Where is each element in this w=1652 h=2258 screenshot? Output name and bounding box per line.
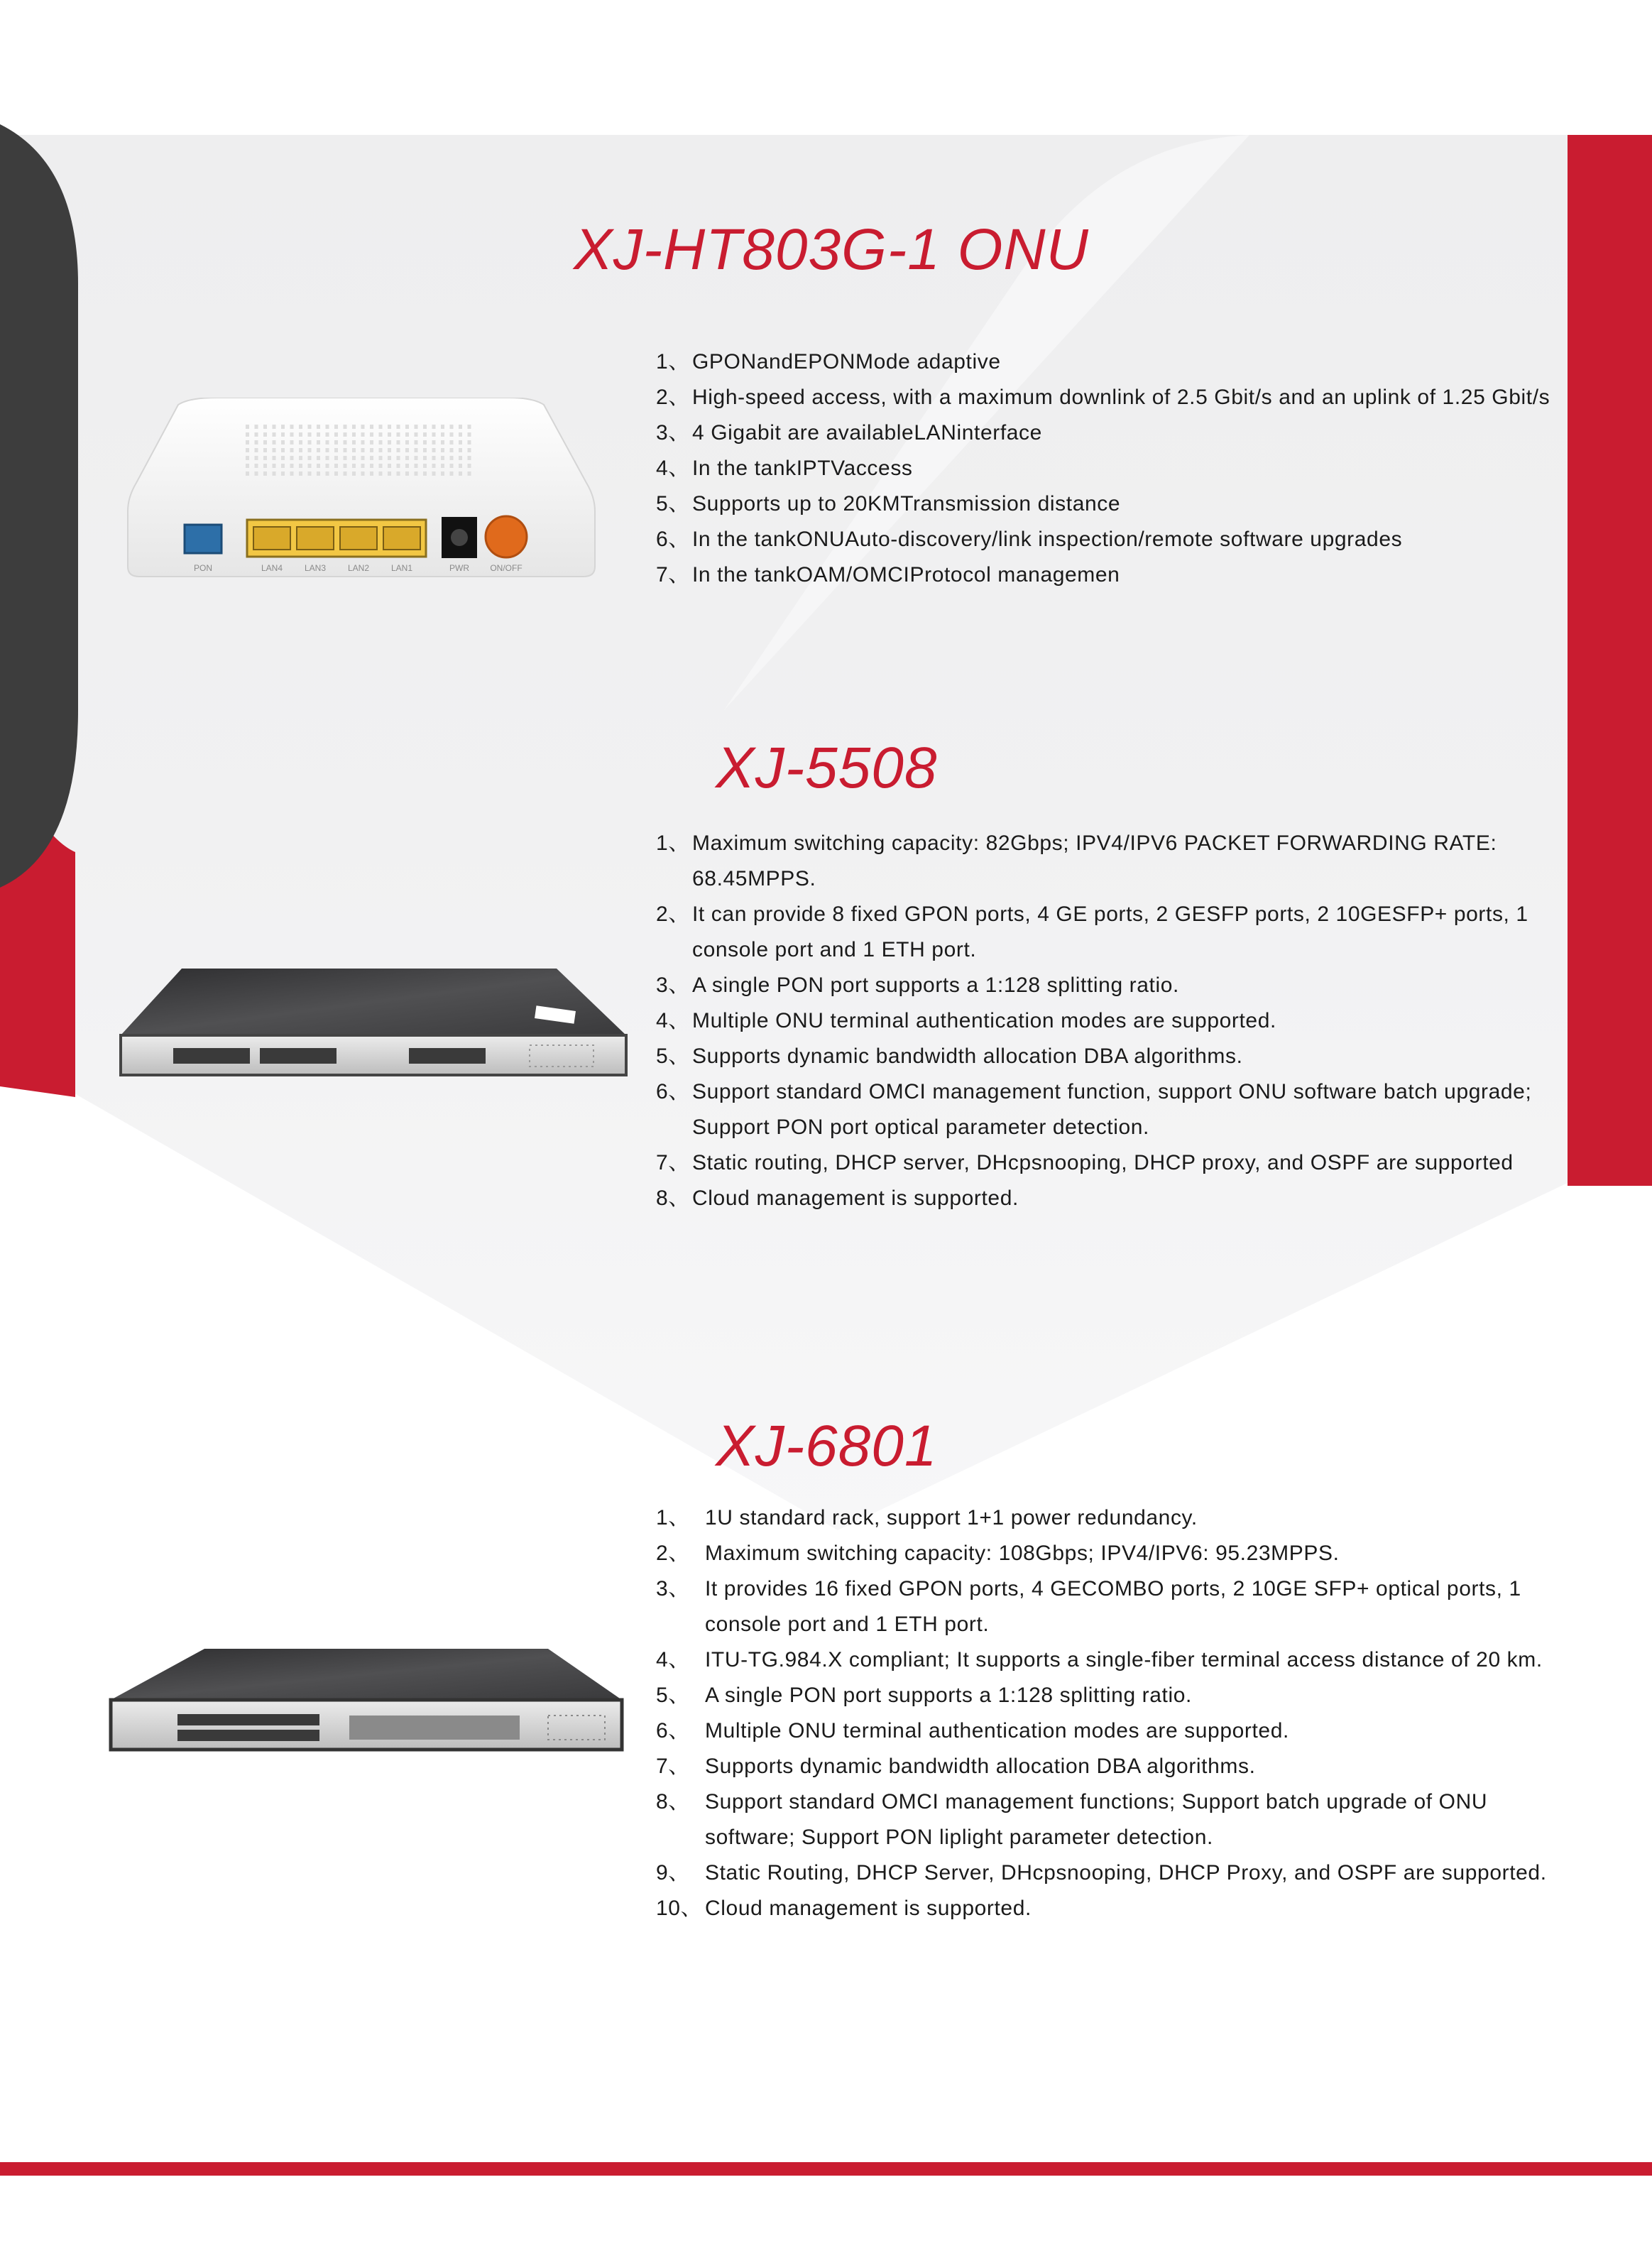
feature-item: [656, 897, 1558, 968]
lan3-port: [297, 527, 334, 550]
combo-port-group: [349, 1716, 520, 1740]
feature-number: 5、: [656, 1684, 690, 1707]
feature-text: Multiple ONU terminal authentication modes are supported.: [692, 1009, 1276, 1032]
feature-item: [656, 1074, 1558, 1145]
feature-item: [656, 1749, 1558, 1784]
feature-item: [656, 1003, 1558, 1039]
feature-item: [656, 557, 1558, 593]
feature-number: 4、: [656, 457, 690, 480]
feature-item: [656, 1536, 1558, 1571]
lan4-port: [253, 527, 290, 550]
feature-text: Maximum switching capacity: 82Gbps; IPV4/IPV6 PACKET FORWARDING RATE: 68.45MPPS.: [692, 831, 1497, 890]
feature-list: [656, 344, 1558, 593]
port-label-lan2: LAN2: [347, 563, 370, 573]
feature-text: Static routing, DHCP server, DHcpsnooping, DHCP proxy, and OSPF are supported: [692, 1151, 1514, 1174]
feature-text: 4 Gigabit are availableLANinterface: [692, 421, 1042, 444]
feature-item: [656, 968, 1558, 1003]
onu-router-icon: [125, 398, 598, 582]
feature-number: 6、: [656, 1080, 690, 1103]
feature-item: [656, 1039, 1558, 1074]
feature-text: Support standard OMCI management function, support ONU software batch upgrade; Support PON port optical parameter detection.: [692, 1080, 1532, 1139]
feature-item: [656, 1642, 1558, 1678]
feature-item: [656, 522, 1558, 557]
product-title: XJ-HT803G-1 ONU: [574, 217, 1089, 282]
lan1-port: [383, 527, 420, 550]
feature-number: 7、: [656, 563, 690, 587]
feature-text: In the tankONUAuto-discovery/link inspection/remote software upgrades: [692, 528, 1403, 551]
feature-number: 4、: [656, 1648, 690, 1671]
feature-number: 1、: [656, 831, 690, 855]
feature-item: [656, 1145, 1558, 1181]
feature-text: In the tankOAM/OMCIProtocol managemen: [692, 563, 1120, 587]
feature-text: High-speed access, with a maximum downlink of 2.5 Gbit/s and an uplink of 1.25 Gbit/s: [692, 386, 1550, 409]
feature-text: Maximum switching capacity: 108Gbps; IPV4/IPV6: 95.23MPPS.: [705, 1542, 1340, 1565]
feature-number: 3、: [656, 421, 690, 444]
feature-number: 3、: [656, 973, 690, 997]
feature-item: [656, 344, 1558, 380]
port-label-lan3: LAN3: [304, 563, 327, 573]
feature-item: [656, 486, 1558, 522]
port-label-onoff: ON/OFF: [490, 563, 523, 573]
feature-number: 7、: [656, 1151, 690, 1174]
feature-text: In the tankIPTVaccess: [692, 457, 913, 480]
feature-number: 10、: [656, 1897, 703, 1920]
feature-text: 1U standard rack, support 1+1 power redundancy.: [705, 1506, 1198, 1529]
feature-item: [656, 826, 1558, 897]
feature-text: Cloud management is supported.: [705, 1897, 1032, 1920]
right-red-band: [1568, 135, 1652, 1186]
feature-item: [656, 1784, 1558, 1855]
feature-number: 5、: [656, 1045, 690, 1068]
pon-port: [185, 525, 221, 553]
olt-switch-icon: [108, 1646, 626, 1754]
feature-text: Supports up to 20KMTransmission distance: [692, 492, 1121, 516]
feature-text: Supports dynamic bandwidth allocation DBA algorithms.: [692, 1045, 1243, 1068]
feature-item: [656, 1181, 1558, 1216]
feature-text: A single PON port supports a 1:128 splitting ratio.: [692, 973, 1179, 997]
feature-item: [656, 1500, 1558, 1536]
feature-item: [656, 1855, 1558, 1891]
port-label-pwr: PWR: [449, 563, 469, 573]
feature-number: 4、: [656, 1009, 690, 1032]
onoff-button: [486, 516, 527, 557]
product-title: XJ-5508: [716, 736, 938, 800]
product-title: XJ-6801: [716, 1414, 938, 1478]
feature-text: Support standard OMCI management functions; Support batch upgrade of ONU software; Support PON liplight parameter detection.: [705, 1790, 1488, 1849]
feature-text: Supports dynamic bandwidth allocation DBA algorithms.: [705, 1755, 1256, 1778]
feature-number: 9、: [656, 1861, 690, 1885]
feature-text: ITU-TG.984.X compliant; It supports a single-fiber terminal access distance of 20 km.: [705, 1648, 1543, 1671]
feature-item: [656, 1891, 1558, 1926]
left-dark-tab: [0, 124, 78, 888]
switch-top: [111, 1649, 622, 1700]
feature-number: 2、: [656, 386, 690, 409]
feature-text: Multiple ONU terminal authentication modes are supported.: [705, 1719, 1289, 1742]
pwr-port-hole: [451, 529, 468, 546]
switch-top: [121, 969, 626, 1035]
feature-text: Cloud management is supported.: [692, 1187, 1019, 1210]
feature-number: 6、: [656, 1719, 690, 1742]
feature-text: It provides 16 fixed GPON ports, 4 GECOMBO ports, 2 10GE SFP+ optical ports, 1 console port and 1 ETH port.: [705, 1577, 1521, 1636]
feature-number: 5、: [656, 492, 690, 516]
feature-text: It can provide 8 fixed GPON ports, 4 GE ports, 2 GESFP ports, 2 10GESFP+ ports, 1 console port and 1 ETH port.: [692, 902, 1528, 961]
feature-item: [656, 1678, 1558, 1713]
feature-item: [656, 1713, 1558, 1749]
port-label-lan4: LAN4: [261, 563, 283, 573]
feature-item: [656, 451, 1558, 486]
feature-list: [656, 1500, 1558, 1926]
feature-number: 2、: [656, 1542, 690, 1565]
olt-switch-icon: [118, 966, 629, 1079]
feature-text: GPONandEPONMode adaptive: [692, 350, 1001, 373]
feature-number: 6、: [656, 528, 690, 551]
feature-text: A single PON port supports a 1:128 splitting ratio.: [705, 1684, 1192, 1707]
port-label-pon: PON: [193, 563, 213, 573]
feature-item: [656, 380, 1558, 415]
footer-accent-bar: [0, 2162, 1652, 2176]
port-label-lan1: LAN1: [390, 563, 413, 573]
sfp-port-group: [173, 1048, 486, 1064]
feature-list: [656, 826, 1558, 1216]
feature-number: 8、: [656, 1187, 690, 1210]
feature-number: 2、: [656, 902, 690, 926]
feature-item: [656, 1571, 1558, 1642]
feature-number: 1、: [656, 350, 690, 373]
feature-number: 8、: [656, 1790, 690, 1814]
feature-item: [656, 415, 1558, 451]
feature-text: Static Routing, DHCP Server, DHcpsnooping, DHCP Proxy, and OSPF are supported.: [705, 1861, 1547, 1885]
feature-number: 1、: [656, 1506, 690, 1529]
feature-number: 7、: [656, 1755, 690, 1778]
lan2-port: [340, 527, 377, 550]
feature-number: 3、: [656, 1577, 690, 1600]
